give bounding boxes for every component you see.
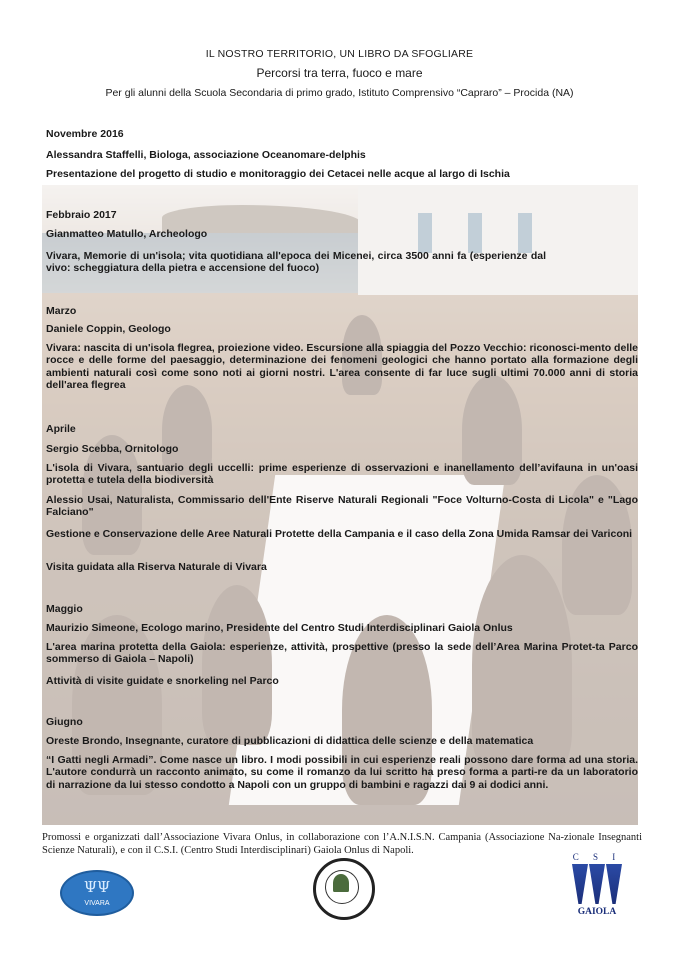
shell-icon xyxy=(589,864,605,904)
topic-text: Vivara, Memorie di un'isola; vita quotidiana all'epoca dei Micenei, circa 3500 anni fa (esperienze dal vivo: scheggiatura della pietra e accensione del fuoco) xyxy=(46,250,546,275)
activity: Attività di visite guidate e snorkeling nel Parco xyxy=(46,675,279,687)
speaker: Daniele Coppin, Geologo xyxy=(46,323,171,335)
csi-gaiola-logo xyxy=(562,852,632,924)
vivara-logo-text: VIVARA xyxy=(84,900,110,907)
speaker: Gianmatteo Matullo, Archeologo xyxy=(46,228,208,240)
csi-letters: C S I xyxy=(572,852,622,862)
doc-subtitle: Percorsi tra terra, fuoco e mare xyxy=(256,66,423,80)
vivara-mark-icon: ΨΨ xyxy=(83,878,111,896)
topic-text: “I Gatti negli Armadi”. Come nasce un libro. I modi possibili in cui esperienze reali possono dare forma ad una storia. L'autore condurrà un racconto animato, su come il romanzo da lui scritto ha preso forma a parti-re da un laboratorio di narrazione da lui stesso condotto a Napoli con un gruppo di bambini e ragazzi dai 9 ai dodici anni. xyxy=(46,754,638,791)
shell-icon xyxy=(572,864,588,904)
anisn-seal-logo xyxy=(313,858,375,920)
speaker: Maurizio Simeone, Ecologo marino, Presidente del Centro Studi Interdisciplinari Gaiola Onlus xyxy=(46,622,513,634)
tree-icon xyxy=(333,874,349,892)
speaker-secondary: Alessio Usai, Naturalista, Commissario dell'Ente Riserve Naturali Regionali "Foce Volturno-Costa di Licola" e "Lago Falciano" xyxy=(46,494,638,519)
month-heading: Febbraio 2017 xyxy=(46,209,117,221)
month-heading: Aprile xyxy=(46,423,76,435)
month-heading: Novembre 2016 xyxy=(46,128,124,140)
speaker: Alessandra Staffelli, Biologa, associazione Oceanomare-delphis xyxy=(46,149,366,161)
shell-icon xyxy=(606,864,622,904)
month-heading: Maggio xyxy=(46,603,83,615)
organizers-note: Promossi e organizzati dall’Associazione Vivara Onlus, in collaborazione con l’A.N.I.S.N. Campania (Associazione Na-zionale Insegnanti Scienze Naturali), e con il C.S.I. (Centro Studi Interdisciplinari) Gaiola Onlus di Napoli. xyxy=(42,832,642,856)
topic: Presentazione del progetto di studio e monitoraggio dei Cetacei nelle acque al largo di Ischia xyxy=(46,168,510,180)
speaker: Oreste Brondo, Insegnante, curatore di pubblicazioni di didattica delle scienze e della matematica xyxy=(46,735,534,747)
topic-text: Vivara: nascita di un'isola flegrea, proiezione video. Escursione alla spiaggia del Pozzo Vecchio: riconosci-mento delle rocce e delle forme del paesaggio, determinazione dei fenomeni geologici che hanno portato alla formazione degli ambienti naturali così come sono noti ai giorni nostri. L'area consente di far luce sugli ultimi 70.000 anni di storia dell'area flegrea xyxy=(46,342,638,392)
activity: Visita guidata alla Riserva Naturale di Vivara xyxy=(46,561,267,573)
vivara-logo xyxy=(60,870,134,916)
speaker: Sergio Scebba, Ornitologo xyxy=(46,443,179,455)
month-heading: Giugno xyxy=(46,716,83,728)
topic-text: Gestione e Conservazione delle Aree Naturali Protette della Campania e il caso della Zona Umida Ramsar dei Variconi xyxy=(46,528,633,540)
doc-audience: Per gli alunni della Scuola Secondaria di primo grado, Istituto Comprensivo “Capraro” – Procida (NA) xyxy=(105,87,574,99)
doc-title: IL NOSTRO TERRITORIO, UN LIBRO DA SFOGLIARE xyxy=(205,48,474,60)
gaiola-logo-text: GAIOLA xyxy=(577,907,617,917)
topic-text: L'isola di Vivara, santuario degli uccelli: prime esperienze di osservazioni e inanellamento dell’avifauna in un'oasi protetta e tutela della biodiversità xyxy=(46,462,638,487)
month-heading: Marzo xyxy=(46,305,77,317)
topic-text: L'area marina protetta della Gaiola: esperienze, attività, prospettive (presso la sede dell’Area Marina Protet-ta Parco sommerso di Gaiola – Napoli) xyxy=(46,641,638,666)
